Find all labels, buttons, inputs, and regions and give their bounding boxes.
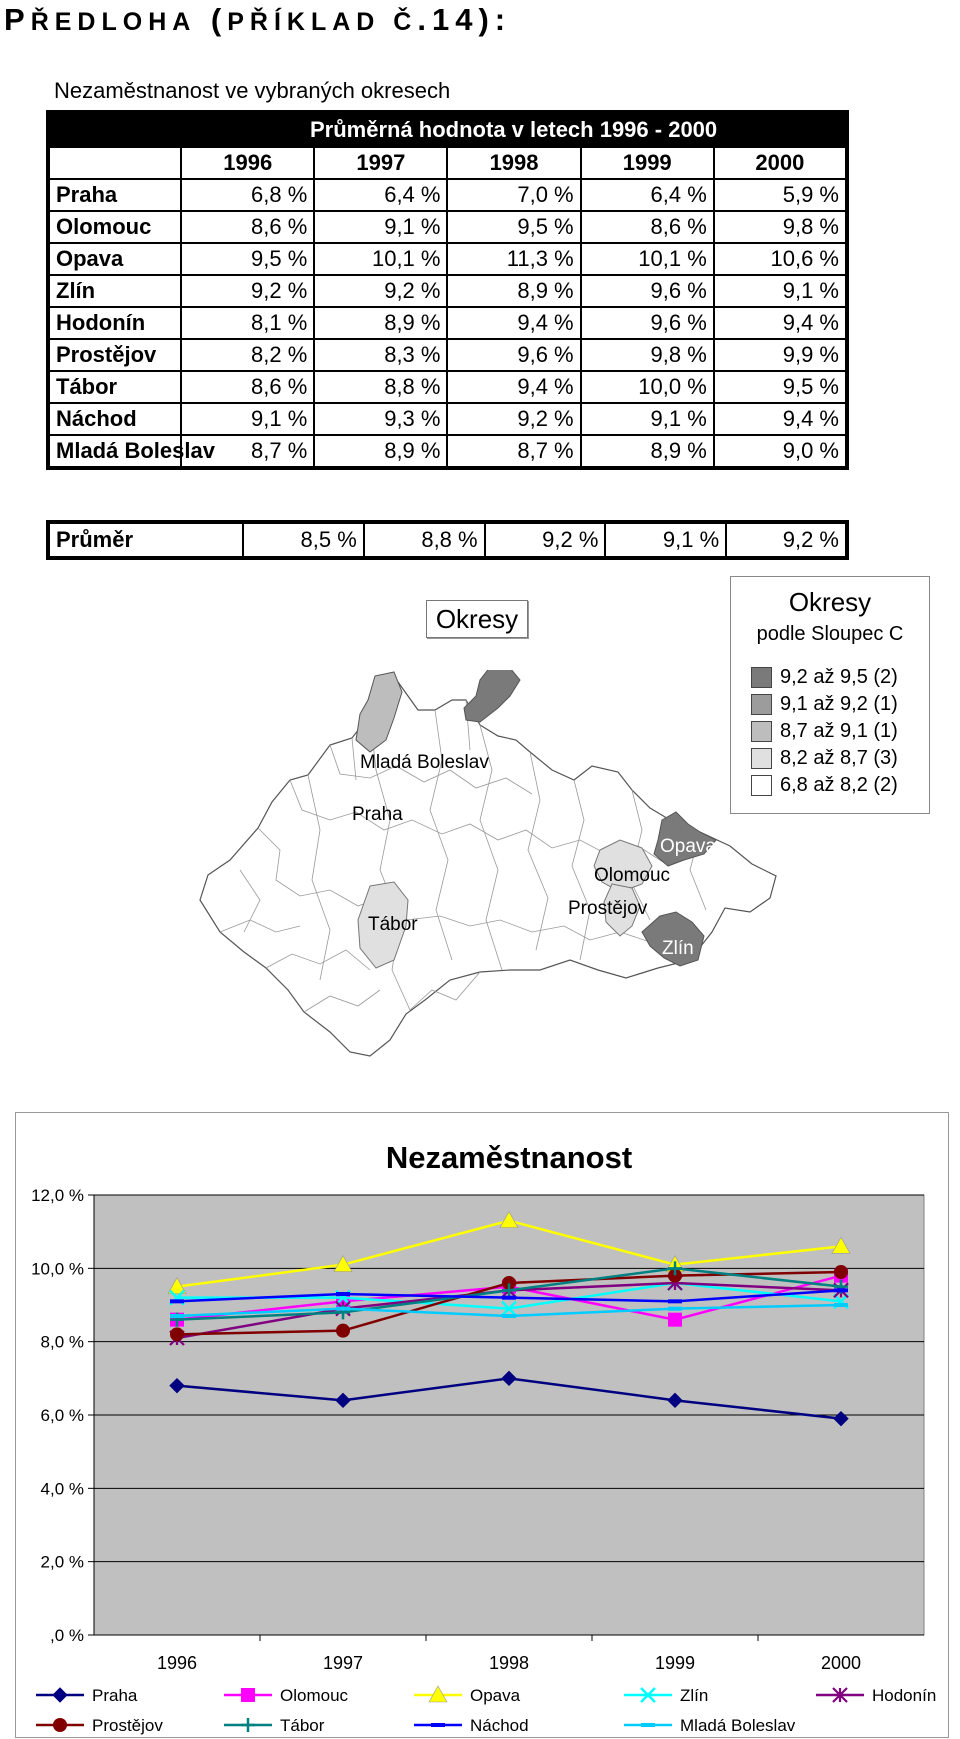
rate-cell: 9,6 %	[447, 339, 580, 371]
legend-label: Tábor	[280, 1716, 325, 1735]
rate-cell: 11,3 %	[447, 243, 580, 275]
average-value: 8,8 %	[364, 522, 485, 558]
x-tick-label: 1998	[488, 1653, 530, 1673]
map-title: Okresy	[426, 600, 528, 638]
rate-cell: 8,6 %	[581, 211, 714, 243]
unemployment-table	[46, 110, 849, 470]
average-value: 9,1 %	[605, 522, 726, 558]
legend-subtitle: podle Sloupec C	[756, 623, 904, 645]
table-row	[48, 179, 847, 211]
legend-swatch	[751, 775, 772, 796]
rate-cell: 5,9 %	[714, 179, 847, 211]
data-point	[170, 1299, 184, 1303]
legend-marker	[241, 1688, 255, 1702]
legend-label: Prostějov	[92, 1716, 163, 1735]
x-tick-label: 1999	[654, 1653, 696, 1673]
data-point	[834, 1303, 848, 1307]
average-value: 9,2 %	[726, 522, 847, 558]
district-name: Zlín	[48, 275, 181, 307]
map-label-tabor: Tábor	[368, 914, 418, 935]
unemployment-chart	[15, 1112, 949, 1738]
year-header: 2000	[714, 147, 847, 179]
map-label-olomouc: Olomouc	[594, 865, 671, 886]
table-header: Průměrná hodnota v letech 1996 - 2000	[181, 112, 847, 147]
rate-cell: 9,4 %	[714, 307, 847, 339]
x-tick-label: 2000	[820, 1653, 862, 1673]
data-point	[170, 1314, 184, 1318]
legend-marker	[641, 1723, 655, 1727]
rate-cell: 9,9 %	[714, 339, 847, 371]
table-row	[48, 211, 847, 243]
district-name: Mladá Boleslav	[48, 435, 181, 468]
table-caption: Nezaměstnanost ve vybraných okresech	[54, 78, 451, 103]
year-header: 1997	[314, 147, 447, 179]
district-name: Praha	[48, 179, 181, 211]
rate-cell: 9,4 %	[447, 307, 580, 339]
table-row	[48, 339, 847, 371]
rate-cell: 9,2 %	[181, 275, 314, 307]
data-point	[668, 1307, 682, 1311]
district-name: Prostějov	[48, 339, 181, 371]
year-header: 1999	[581, 147, 714, 179]
rate-cell: 8,6 %	[181, 371, 314, 403]
legend-marker	[241, 1718, 255, 1732]
legend-swatch	[751, 748, 772, 769]
rate-cell: 9,2 %	[314, 275, 447, 307]
map-legend	[730, 576, 930, 814]
legend-swatch	[751, 667, 772, 688]
line-chart	[16, 1113, 948, 1737]
rate-cell: 9,5 %	[447, 211, 580, 243]
data-point	[336, 1292, 350, 1296]
table-row	[48, 403, 847, 435]
rate-cell: 8,7 %	[181, 435, 314, 468]
legend-label: Olomouc	[280, 1686, 349, 1705]
rate-cell: 10,1 %	[314, 243, 447, 275]
rate-cell: 9,4 %	[714, 403, 847, 435]
legend-item: 6,8 až 8,2 (2)	[751, 773, 898, 797]
rate-cell: 8,6 %	[181, 211, 314, 243]
map-label-zlin: Zlín	[662, 938, 694, 959]
rate-cell: 6,4 %	[581, 179, 714, 211]
rate-cell: 9,3 %	[314, 403, 447, 435]
rate-cell: 9,0 %	[714, 435, 847, 468]
year-header: 1998	[447, 147, 580, 179]
corner-cell	[48, 112, 181, 147]
rate-cell: 9,1 %	[581, 403, 714, 435]
data-point	[834, 1288, 848, 1292]
map-label-prostejov: Prostějov	[568, 898, 648, 919]
rate-cell: 8,9 %	[314, 307, 447, 339]
rate-cell: 9,1 %	[314, 211, 447, 243]
rate-cell: 8,2 %	[181, 339, 314, 371]
rate-cell: 9,8 %	[714, 211, 847, 243]
rate-cell: 10,0 %	[581, 371, 714, 403]
rate-cell: 9,4 %	[447, 371, 580, 403]
rate-cell: 9,6 %	[581, 275, 714, 307]
rate-cell: 8,7 %	[447, 435, 580, 468]
data-point	[502, 1314, 516, 1318]
rate-cell: 8,9 %	[314, 435, 447, 468]
y-tick-label: 10,0 %	[31, 1259, 84, 1279]
year-corner-cell	[48, 147, 181, 179]
average-value: 9,2 %	[485, 522, 606, 558]
legend-item: 8,7 až 9,1 (1)	[751, 719, 898, 743]
legend-item: 9,2 až 9,5 (2)	[751, 665, 898, 689]
map-label-mlada-boleslav: Mladá Boleslav	[360, 752, 489, 773]
map-label-opava: Opava	[660, 836, 716, 857]
rate-cell: 9,5 %	[714, 371, 847, 403]
table-row	[48, 371, 847, 403]
y-tick-label: 12,0 %	[31, 1186, 84, 1205]
legend-label: Praha	[92, 1686, 138, 1705]
page-heading: PŘEDLOHA (PŘÍKLAD Č.14):	[4, 2, 512, 37]
district-name: Olomouc	[48, 211, 181, 243]
y-tick-label: 4,0 %	[40, 1479, 84, 1499]
data-point	[336, 1307, 350, 1311]
rate-cell: 10,6 %	[714, 243, 847, 275]
district-name: Opava	[48, 243, 181, 275]
rate-cell: 8,8 %	[314, 371, 447, 403]
rate-cell: 6,4 %	[314, 179, 447, 211]
chart-title: Nezaměstnanost	[385, 1140, 633, 1175]
legend-label: Mladá Boleslav	[680, 1716, 796, 1735]
data-point	[170, 1327, 184, 1341]
rate-cell: 8,9 %	[447, 275, 580, 307]
legend-label: Náchod	[470, 1716, 529, 1735]
district-name: Tábor	[48, 371, 181, 403]
legend-item: 9,1 až 9,2 (1)	[751, 692, 898, 716]
table-row	[48, 275, 847, 307]
legend-marker	[53, 1688, 67, 1702]
rate-cell: 8,1 %	[181, 307, 314, 339]
legend-label: Zlín	[680, 1686, 709, 1705]
y-tick-label: ,0 %	[49, 1626, 84, 1645]
district-name: Náchod	[48, 403, 181, 435]
year-header: 1996	[181, 147, 314, 179]
table-row	[48, 435, 847, 468]
legend-title: Okresy	[788, 587, 872, 617]
rate-cell: 9,8 %	[581, 339, 714, 371]
rate-cell: 9,6 %	[581, 307, 714, 339]
data-point	[834, 1265, 848, 1279]
rate-cell: 9,1 %	[181, 403, 314, 435]
table-row	[48, 307, 847, 339]
legend-item: 8,2 až 8,7 (3)	[751, 746, 898, 770]
x-tick-label: 1997	[322, 1653, 364, 1673]
legend-marker	[431, 1723, 445, 1727]
average-row	[48, 522, 847, 558]
rate-cell: 7,0 %	[447, 179, 580, 211]
rate-cell: 6,8 %	[181, 179, 314, 211]
data-point	[668, 1299, 682, 1303]
average-label: Průměr	[48, 522, 243, 558]
legend-swatch	[751, 721, 772, 742]
y-tick-label: 6,0 %	[40, 1406, 84, 1425]
legend-marker	[53, 1718, 67, 1732]
district-nachod	[464, 670, 520, 722]
map-label-praha: Praha	[352, 804, 403, 825]
district-map	[180, 670, 780, 1060]
rate-cell: 9,1 %	[714, 275, 847, 307]
rate-cell: 8,9 %	[581, 435, 714, 468]
country-outline	[200, 675, 776, 1056]
legend-label: Opava	[470, 1686, 521, 1705]
rate-cell: 9,2 %	[447, 403, 580, 435]
data-point	[502, 1296, 516, 1300]
y-tick-label: 2,0 %	[40, 1552, 84, 1572]
table-row	[48, 243, 847, 275]
average-value: 8,5 %	[243, 522, 364, 558]
average-row-table	[46, 520, 849, 560]
y-tick-label: 8,0 %	[40, 1332, 84, 1352]
data-point	[668, 1313, 682, 1327]
data-point	[336, 1324, 350, 1338]
legend-swatch	[751, 694, 772, 715]
rate-cell: 8,3 %	[314, 339, 447, 371]
legend-label: Hodonín	[872, 1686, 937, 1705]
rate-cell: 9,5 %	[181, 243, 314, 275]
rate-cell: 10,1 %	[581, 243, 714, 275]
x-tick-label: 1996	[156, 1653, 198, 1673]
district-name: Hodonín	[48, 307, 181, 339]
